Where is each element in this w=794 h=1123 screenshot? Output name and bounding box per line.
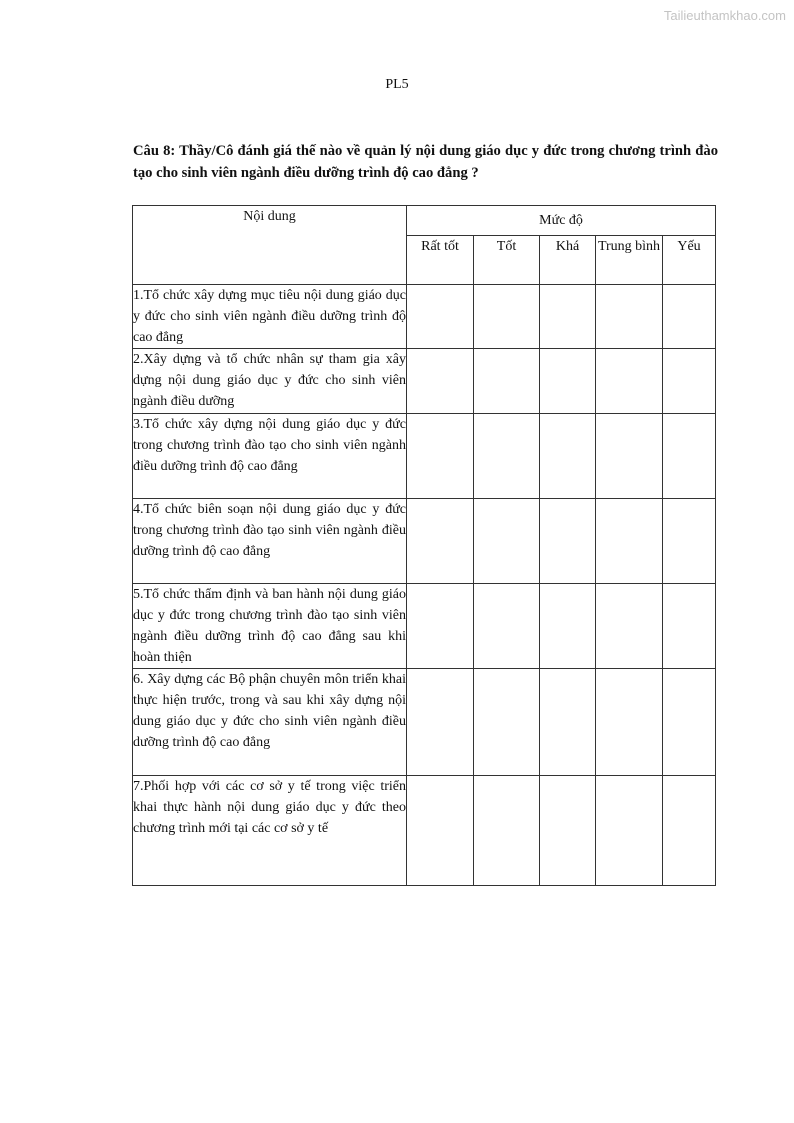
rating-cell[interactable] — [474, 349, 540, 414]
item-text: 2.Xây dựng và tổ chức nhân sự tham gia xây dựng nội dung giáo dục y đức cho sinh viên ngành điều dưỡng — [133, 349, 407, 414]
rating-header-good: Tốt — [474, 236, 540, 285]
rating-header-very-good: Rất tốt — [407, 236, 474, 285]
rating-cell[interactable] — [540, 499, 596, 584]
rating-cell[interactable] — [596, 349, 663, 414]
rating-cell[interactable] — [596, 669, 663, 776]
item-text: 6. Xây dựng các Bộ phận chuyên môn triển khai thực hiện trước, trong và sau khi xây dựng nội dung giáo dục y đức cho sinh viên ngành điều dưỡng trình độ cao đẳng — [133, 669, 407, 776]
rating-cell[interactable] — [407, 776, 474, 886]
item-text: 3.Tổ chức xây dựng nội dung giáo dục y đức trong chương trình đào tạo cho sinh viên ngành điều dưỡng trình độ cao đẳng — [133, 414, 407, 499]
rating-cell[interactable] — [596, 414, 663, 499]
rating-cell[interactable] — [540, 349, 596, 414]
rating-cell[interactable] — [596, 285, 663, 349]
rating-cell[interactable] — [407, 669, 474, 776]
level-column-header: Mức độ — [407, 206, 716, 236]
table-row — [133, 776, 716, 886]
rating-cell[interactable] — [663, 669, 716, 776]
rating-cell[interactable] — [474, 584, 540, 669]
rating-cell[interactable] — [407, 285, 474, 349]
rating-cell[interactable] — [663, 414, 716, 499]
rating-cell[interactable] — [663, 499, 716, 584]
rating-cell[interactable] — [596, 584, 663, 669]
rating-cell[interactable] — [663, 285, 716, 349]
rating-cell[interactable] — [407, 499, 474, 584]
rating-cell[interactable] — [540, 669, 596, 776]
table-row — [133, 285, 716, 349]
rating-cell[interactable] — [540, 776, 596, 886]
rating-cell[interactable] — [540, 584, 596, 669]
rating-cell[interactable] — [596, 776, 663, 886]
rating-header-fair: Khá — [540, 236, 596, 285]
rating-cell[interactable] — [407, 349, 474, 414]
rating-cell[interactable] — [540, 285, 596, 349]
content-column-header: Nội dung — [133, 206, 407, 285]
rating-cell[interactable] — [474, 669, 540, 776]
watermark-text: Tailieuthamkhao.com — [663, 8, 786, 23]
item-text: 7.Phối hợp với các cơ sở y tế trong việc triển khai thực hành nội dung giáo dục y đức theo chương trình mới tại các cơ sở y tế — [133, 776, 407, 886]
table-row — [133, 669, 716, 776]
rating-cell[interactable] — [663, 584, 716, 669]
rating-header-average: Trung bình — [596, 236, 663, 285]
item-text: 5.Tổ chức thẩm định và ban hành nội dung giáo dục y đức trong chương trình đào tạo sinh viên ngành điều dưỡng trình độ cao đẳng sau khi hoàn thiện — [133, 584, 407, 669]
question-text: Câu 8: Thầy/Cô đánh giá thế nào về quản lý nội dung giáo dục y đức trong chương trình đào tạo cho sinh viên ngành điều dưỡng trình độ cao đẳng ? — [133, 143, 718, 181]
page-label: PL5 — [385, 77, 409, 92]
rating-cell[interactable] — [540, 414, 596, 499]
rating-table — [132, 205, 716, 886]
table-row — [133, 584, 716, 669]
item-text: 4.Tổ chức biên soạn nội dung giáo dục y đức trong chương trình đào tạo sinh viên ngành điều dưỡng trình độ cao đẳng — [133, 499, 407, 584]
table-row — [133, 349, 716, 414]
rating-cell[interactable] — [407, 584, 474, 669]
rating-cell[interactable] — [474, 285, 540, 349]
table-row — [133, 414, 716, 499]
rating-cell[interactable] — [596, 499, 663, 584]
rating-cell[interactable] — [474, 414, 540, 499]
rating-cell[interactable] — [407, 414, 474, 499]
rating-cell[interactable] — [474, 776, 540, 886]
table-header-row — [133, 206, 716, 236]
rating-header-weak: Yếu — [663, 236, 716, 285]
rating-cell[interactable] — [663, 776, 716, 886]
table-row — [133, 499, 716, 584]
rating-cell[interactable] — [663, 349, 716, 414]
item-text: 1.Tổ chức xây dựng mục tiêu nội dung giáo dục y đức cho sinh viên ngành điều dưỡng trình độ cao đẳng — [133, 285, 407, 349]
rating-cell[interactable] — [474, 499, 540, 584]
